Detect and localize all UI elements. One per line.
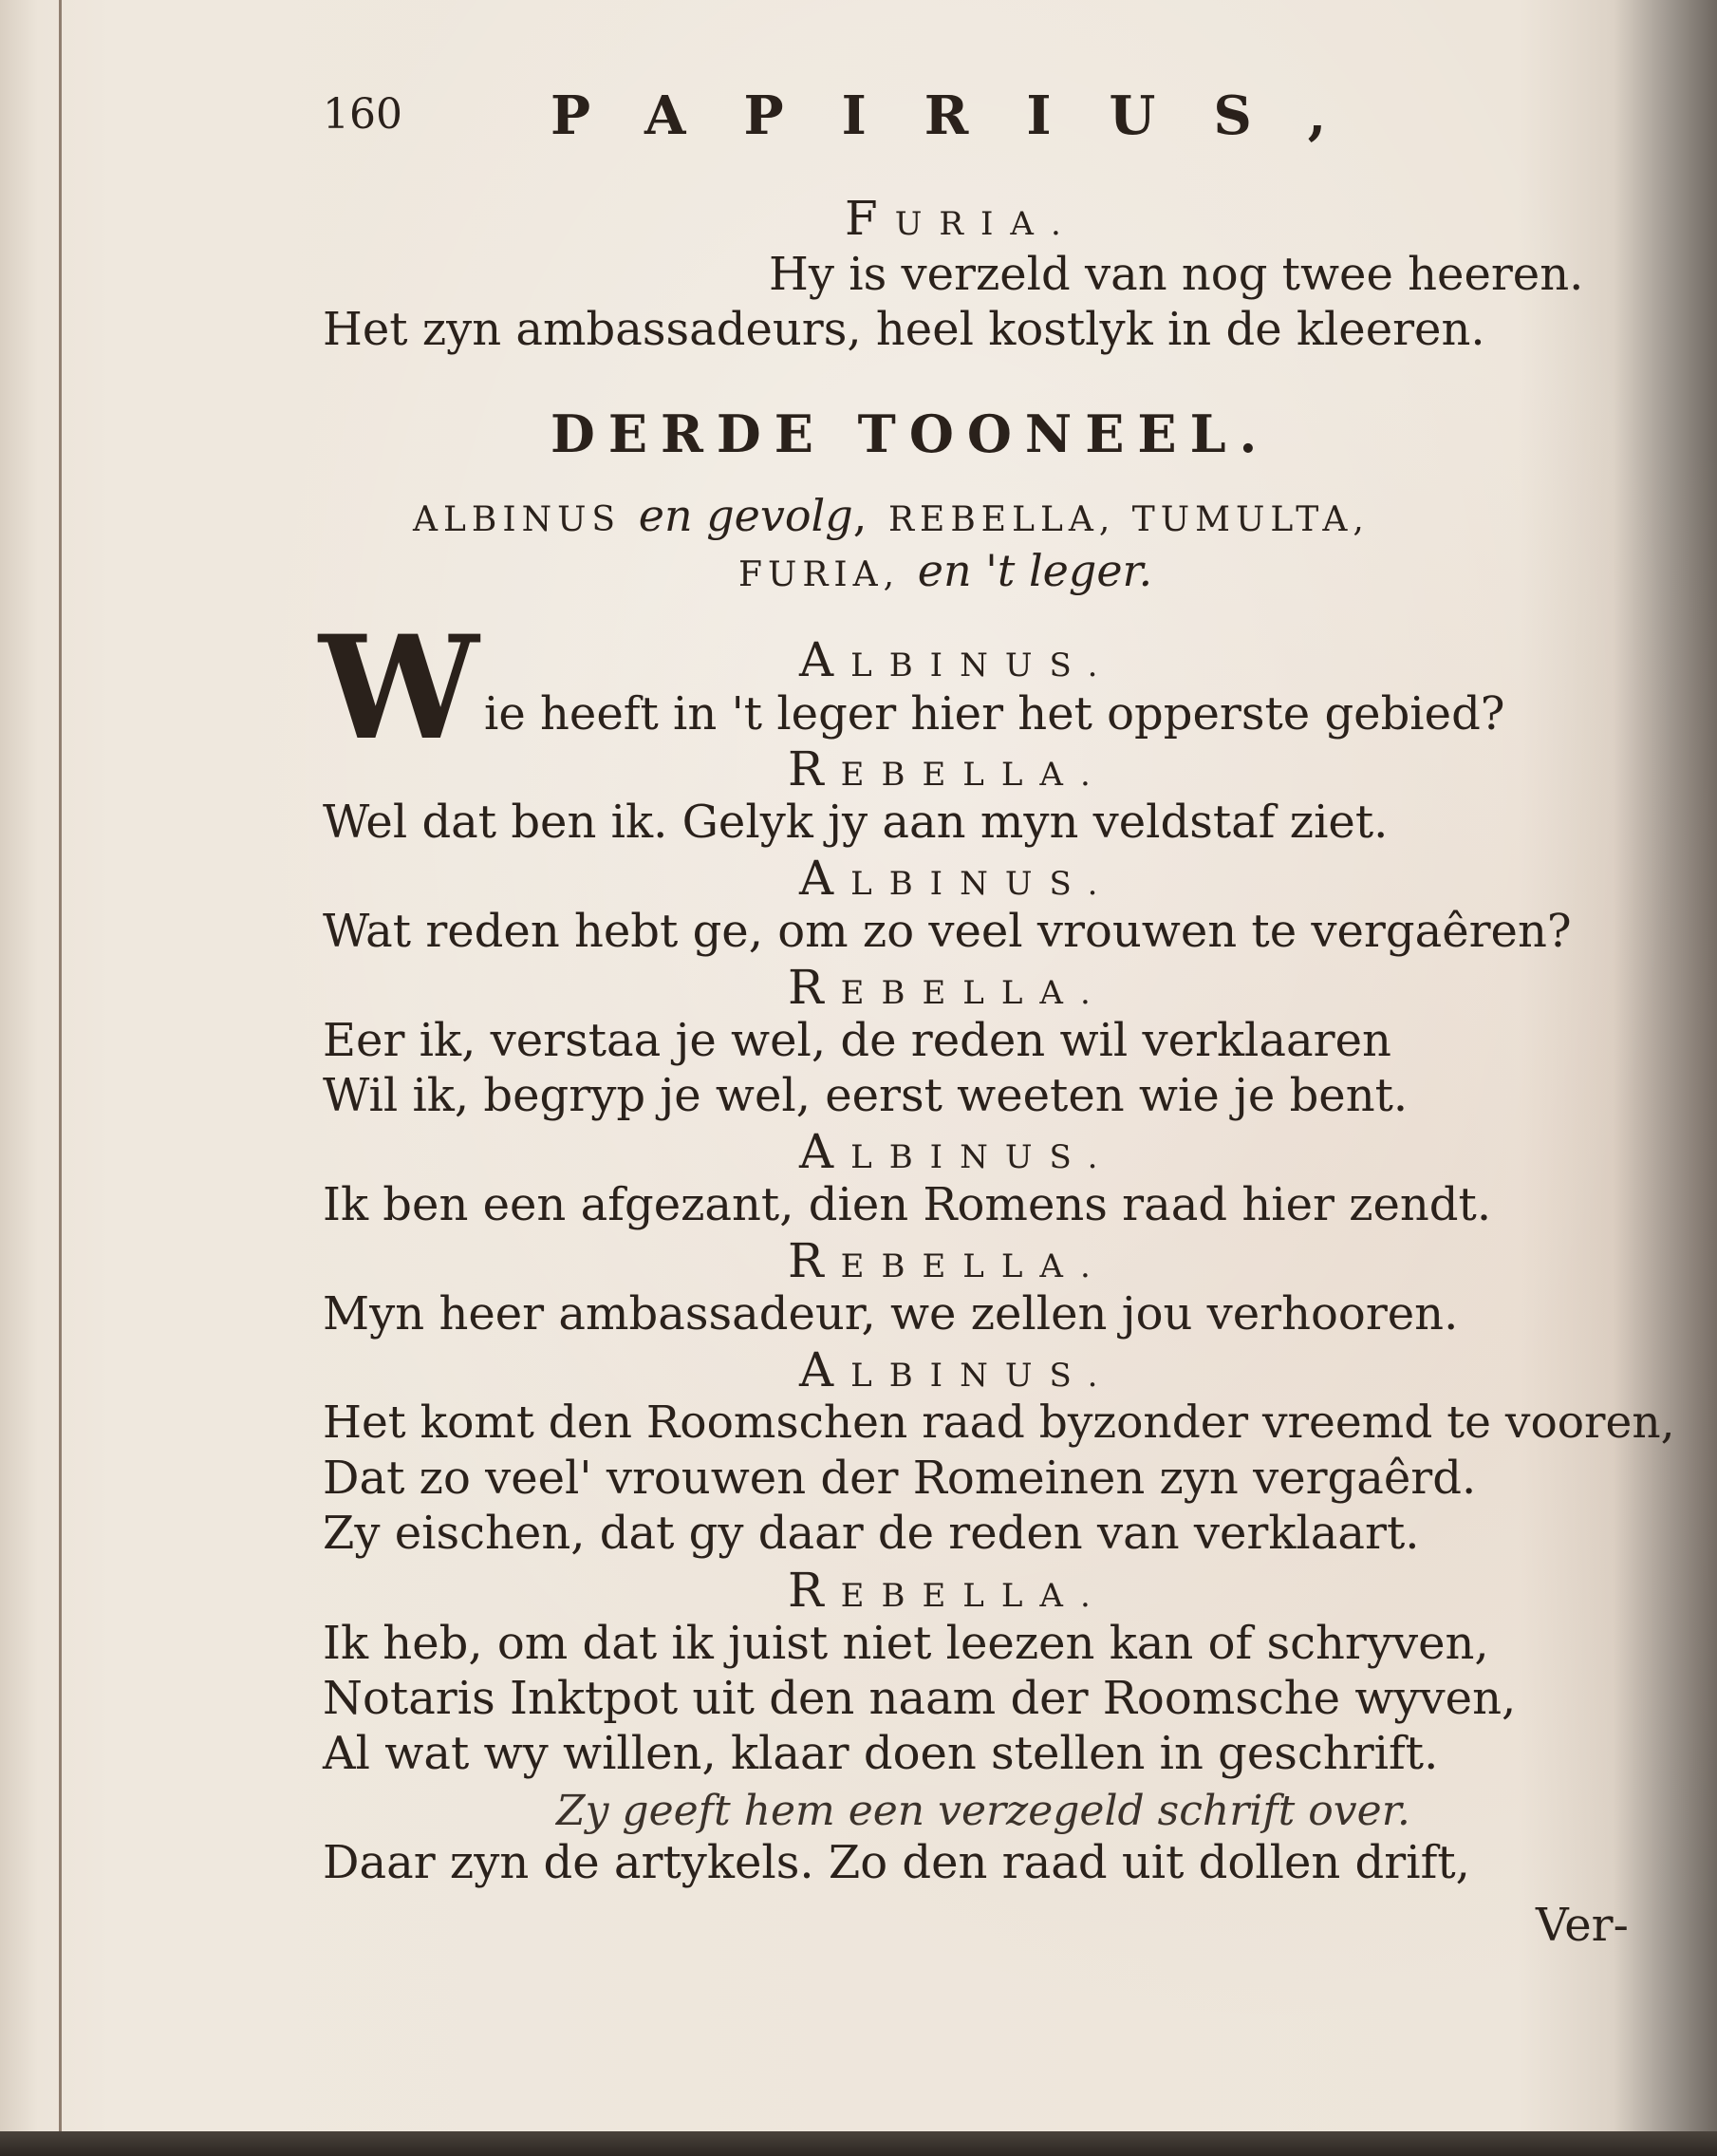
running-title: PAPIRIUS,: [551, 84, 1385, 147]
verse-line: Het zyn ambassadeurs, heel kostlyk in de kleeren.: [323, 303, 1485, 356]
verse-line: ie heeft in 't leger hier het opperste gebied?: [484, 687, 1505, 741]
verse-line: Daar zyn de artykels. Zo den raad uit dollen drift,: [323, 1836, 1470, 1889]
drop-cap: W: [319, 605, 479, 772]
cast-names: REBELLA, TUMULTA,: [887, 500, 1370, 539]
speaker-label: ALBINUS.: [799, 851, 1115, 906]
page-number: 160: [323, 90, 402, 139]
verse-line: Myn heer ambassadeur, we zellen jou verhooren.: [323, 1287, 1459, 1340]
verse-line: Wil ik, begryp je wel, eerst weeten wie je bent.: [323, 1069, 1409, 1122]
verse-line: Dat zo veel' vrouwen der Romeinen zyn vergaêrd.: [323, 1452, 1477, 1505]
speaker-label: ALBINUS.: [799, 1124, 1115, 1179]
verse-line: Zy eischen, dat gy daar de reden van verklaart.: [323, 1507, 1420, 1560]
speaker-label: FURIA.: [845, 191, 1078, 246]
page-header: [323, 84, 1424, 147]
cast-list-line: [413, 490, 1370, 541]
scan-edge: [0, 2131, 1717, 2156]
speaker-label: REBELLA.: [788, 1233, 1108, 1288]
verse-line: Wel dat ben ik. Gelyk jy aan myn veldstaf ziet.: [323, 796, 1389, 849]
speaker-label: REBELLA.: [788, 1563, 1108, 1618]
verse-line: Het komt den Roomschen raad byzonder vreemd te vooren,: [323, 1397, 1675, 1449]
verse-line: Ik ben een afgezant, dien Romens raad hier zendt.: [323, 1178, 1492, 1231]
cast-sep: ,: [852, 490, 871, 541]
speaker-label: ALBINUS.: [799, 1342, 1115, 1397]
verse-line: Eer ik, verstaa je wel, de reden wil verklaaren: [323, 1014, 1391, 1067]
speaker-label: REBELLA.: [788, 960, 1108, 1015]
stage-direction: Zy geeft hem een verzegeld schrift over.: [556, 1787, 1410, 1835]
verse-line: Al wat wy willen, klaar doen stellen in geschrift.: [323, 1727, 1439, 1780]
catchword: Ver-: [1536, 1899, 1629, 1952]
gutter-line: [59, 0, 62, 2131]
verse-line: Hy is verzeld van nog twee heeren.: [769, 248, 1584, 301]
verse-line: Ik heb, om dat ik juist niet leezen kan of schryven,: [323, 1617, 1489, 1670]
cast-join: en gevolg: [638, 490, 853, 541]
cast-name: FURIA,: [738, 555, 901, 594]
speaker-label: ALBINUS.: [799, 632, 1115, 687]
verse-line: Wat reden hebt ge, om zo veel vrouwen te vergaêren?: [323, 905, 1572, 958]
cast-join: en 't leger.: [917, 545, 1153, 596]
scene-heading: DERDE TOONEEL.: [551, 403, 1271, 464]
cast-list-line: [738, 545, 1153, 596]
speaker-label: REBELLA.: [788, 741, 1108, 797]
verse-line: Notaris Inktpot uit den naam der Roomsche wyven,: [323, 1672, 1517, 1725]
cast-name: ALBINUS: [413, 500, 622, 539]
